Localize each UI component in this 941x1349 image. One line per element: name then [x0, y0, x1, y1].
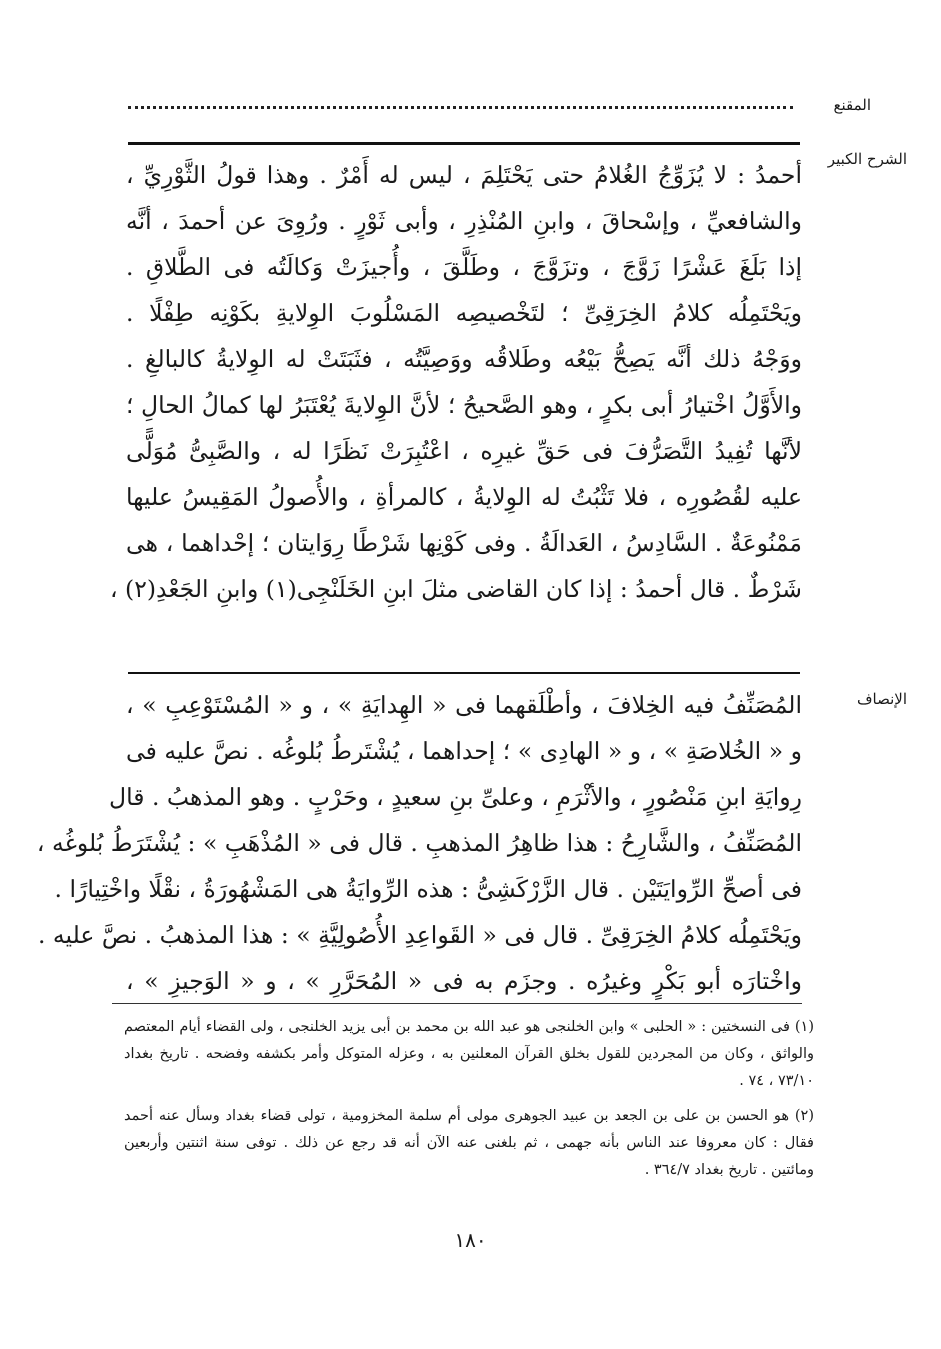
text-line: و « الخُلاصَةِ » ، و « الهادِى » ؛ إحداهما ، يُشْتَرطُ بُلوغُه . نصَّ عليه فى — [126, 737, 802, 765]
footnote-line: (١) فى النسختين : « الحلبى » وابن الخلنجى هو عبد الله بن محمد بن أبى يزيد الخلنجى ، ولى القضاء أيام المعتصم — [124, 1019, 814, 1035]
text-line: ويَحْتَمِلُه كلامُ الخِرَقِىِّ ؛ لتَخْصيصِه المَسْلُوبَ الوِلايةِ بكَوْنِه طِفْلًا . — [126, 299, 802, 327]
text-line: المُصَنِّفُ ، والشَّارِحُ : هذا ظاهِرُ المذهبِ . قال فى « المُذْهَبِ » : يُشْتَرَطُ بُلوغُه ، — [36, 829, 802, 857]
header-rule — [128, 142, 800, 145]
footnote-line: ٧٣/١٠ ، ٧٤ . — [739, 1073, 814, 1089]
text-line: والشافعيِّ ، وإسْحاقَ ، وابنِ المُنْذِرِ ، وأبى ثَوْرٍ . ورُوِىَ عن أحمدَ ، أنَّه — [126, 207, 802, 235]
footnote-rule — [112, 1003, 802, 1004]
sharh-text — [109, 152, 802, 612]
text-line: فى أصحِّ الرِّوايَتَيْن . قال الزَّرْكَشِىُّ : هذه الرِّوايَةُ هى المَشْهُورَةُ ، نقْلًا واخْتِيارًا . — [54, 875, 802, 903]
text-line: ويَحْتَمِلُه كلامُ الخِرَقِىِّ . قال فى « القَواعِدِ الأُصُولِيَّةِ » : هذا المذهبُ . نصَّ عليه . — [37, 921, 802, 949]
insaf-label: الإنصاف — [856, 690, 907, 708]
page-number: ١٨٠ — [454, 1228, 487, 1252]
text-line: والأَوَّلُ اخْتيارُ أبى بكرٍ ، وهو الصَّحيحُ ؛ لأنَّ الوِلايةَ يُعْتَبَرُ لها كمالُ الحالِ ؛ — [126, 391, 802, 419]
text-line: مَمْنُوعَةٌ . السَّادِسُ ، العَدالَةُ . وفى كَوْنِها شَرْطًا رِوَايتان ؛ إحْداهما ، هى — [126, 529, 802, 557]
footnote-line: فقال : كان معروفا عند الناس بأنه جهمى ، ثم بلغنى عنه الآن أنه قد رجع عن ذلك . توفى سنة اثنتين وأربعين — [124, 1135, 814, 1151]
text-line: شَرْطٌ . قال أحمدُ : إذا كان القاضى مثلَ ابنِ الخَلَنْجِى(١) وابنِ الجَعْدِ(٢) ، — [109, 575, 802, 603]
section-divider — [128, 672, 800, 674]
footnote-line: والواثق ، وكان من المجردين للقول بخلق القرآن المعلنين به ، وعزله المتوكل وأمر بكشفه وفضحه . تاريخ بغداد — [124, 1046, 814, 1062]
footnote-1 — [124, 1014, 814, 1095]
text-line: رِوايَةِ ابنِ مَنْصُورٍ ، والأثْرَمِ ، وعلىِّ بنِ سعيدٍ ، وحَرْبٍ . وهو المذهبُ . قال — [109, 783, 802, 811]
text-line: إذا بَلَغَ عَشْرًا زَوَّجَ ، وتزَوَّجَ ، وطَلَّقَ ، وأُجيزَتْ وَكالَتُه فى الطَّلاقِ . — [126, 253, 802, 281]
footnote-line: ومائتين . تاريخ بغداد ٣٦٤/٧ . — [644, 1162, 814, 1178]
insaf-text — [36, 682, 802, 1004]
sharh-label: الشرح الكبير — [827, 150, 907, 168]
footnote-line: (٢) هو الحسن بن على بن الجعد بن عبيد الجوهرى مولى أم سلمة المخزومية ، تولى قضاء بغداد وسأل عنه أحمد — [124, 1108, 814, 1124]
text-line: عليه لقُصُورِه ، فلا تَثْبُتُ له الوِلايةُ ، كالمرأةِ ، والأُصولُ المَقِيسُ عليها — [126, 483, 802, 511]
footnote-2 — [124, 1103, 814, 1184]
header-dotted-rule — [128, 106, 793, 109]
text-line: أحمدُ : لا يُزَوِّجُ الغُلامُ حتى يَحْتَلِمَ ، ليس له أَمْرٌ . وهذا قولُ الثَّوْرِيِّ ، — [126, 161, 802, 189]
text-line: واخْتارَه أبو بَكْرٍ وغيرُه . وجزَم به فى « المُحَرَّرِ » ، و « الوَجيزِ » ، — [126, 967, 802, 995]
text-line: المُصَنِّفُ فيه الخِلافَ ، وأطْلَقهما فى « الهِدايَةِ » ، و « المُسْتَوْعِبِ » ، — [126, 691, 802, 719]
text-line: ووَجْهُ ذلك أنَّه يَصِحُّ بَيْعُه وطَلاقُه ووَصِيَّتُه ، فثَبَتَتْ له الوِلايةُ كالبالغِ . — [126, 345, 802, 373]
text-line: لأنَّها تُفِيدُ التَّصَرُّفَ فى حَقِّ غيرِه ، اعْتُبِرَتْ نَظَرًا له ، والصَّبِىُّ مُوَلًّى — [126, 437, 802, 465]
running-header-title: المقنع — [833, 96, 871, 114]
